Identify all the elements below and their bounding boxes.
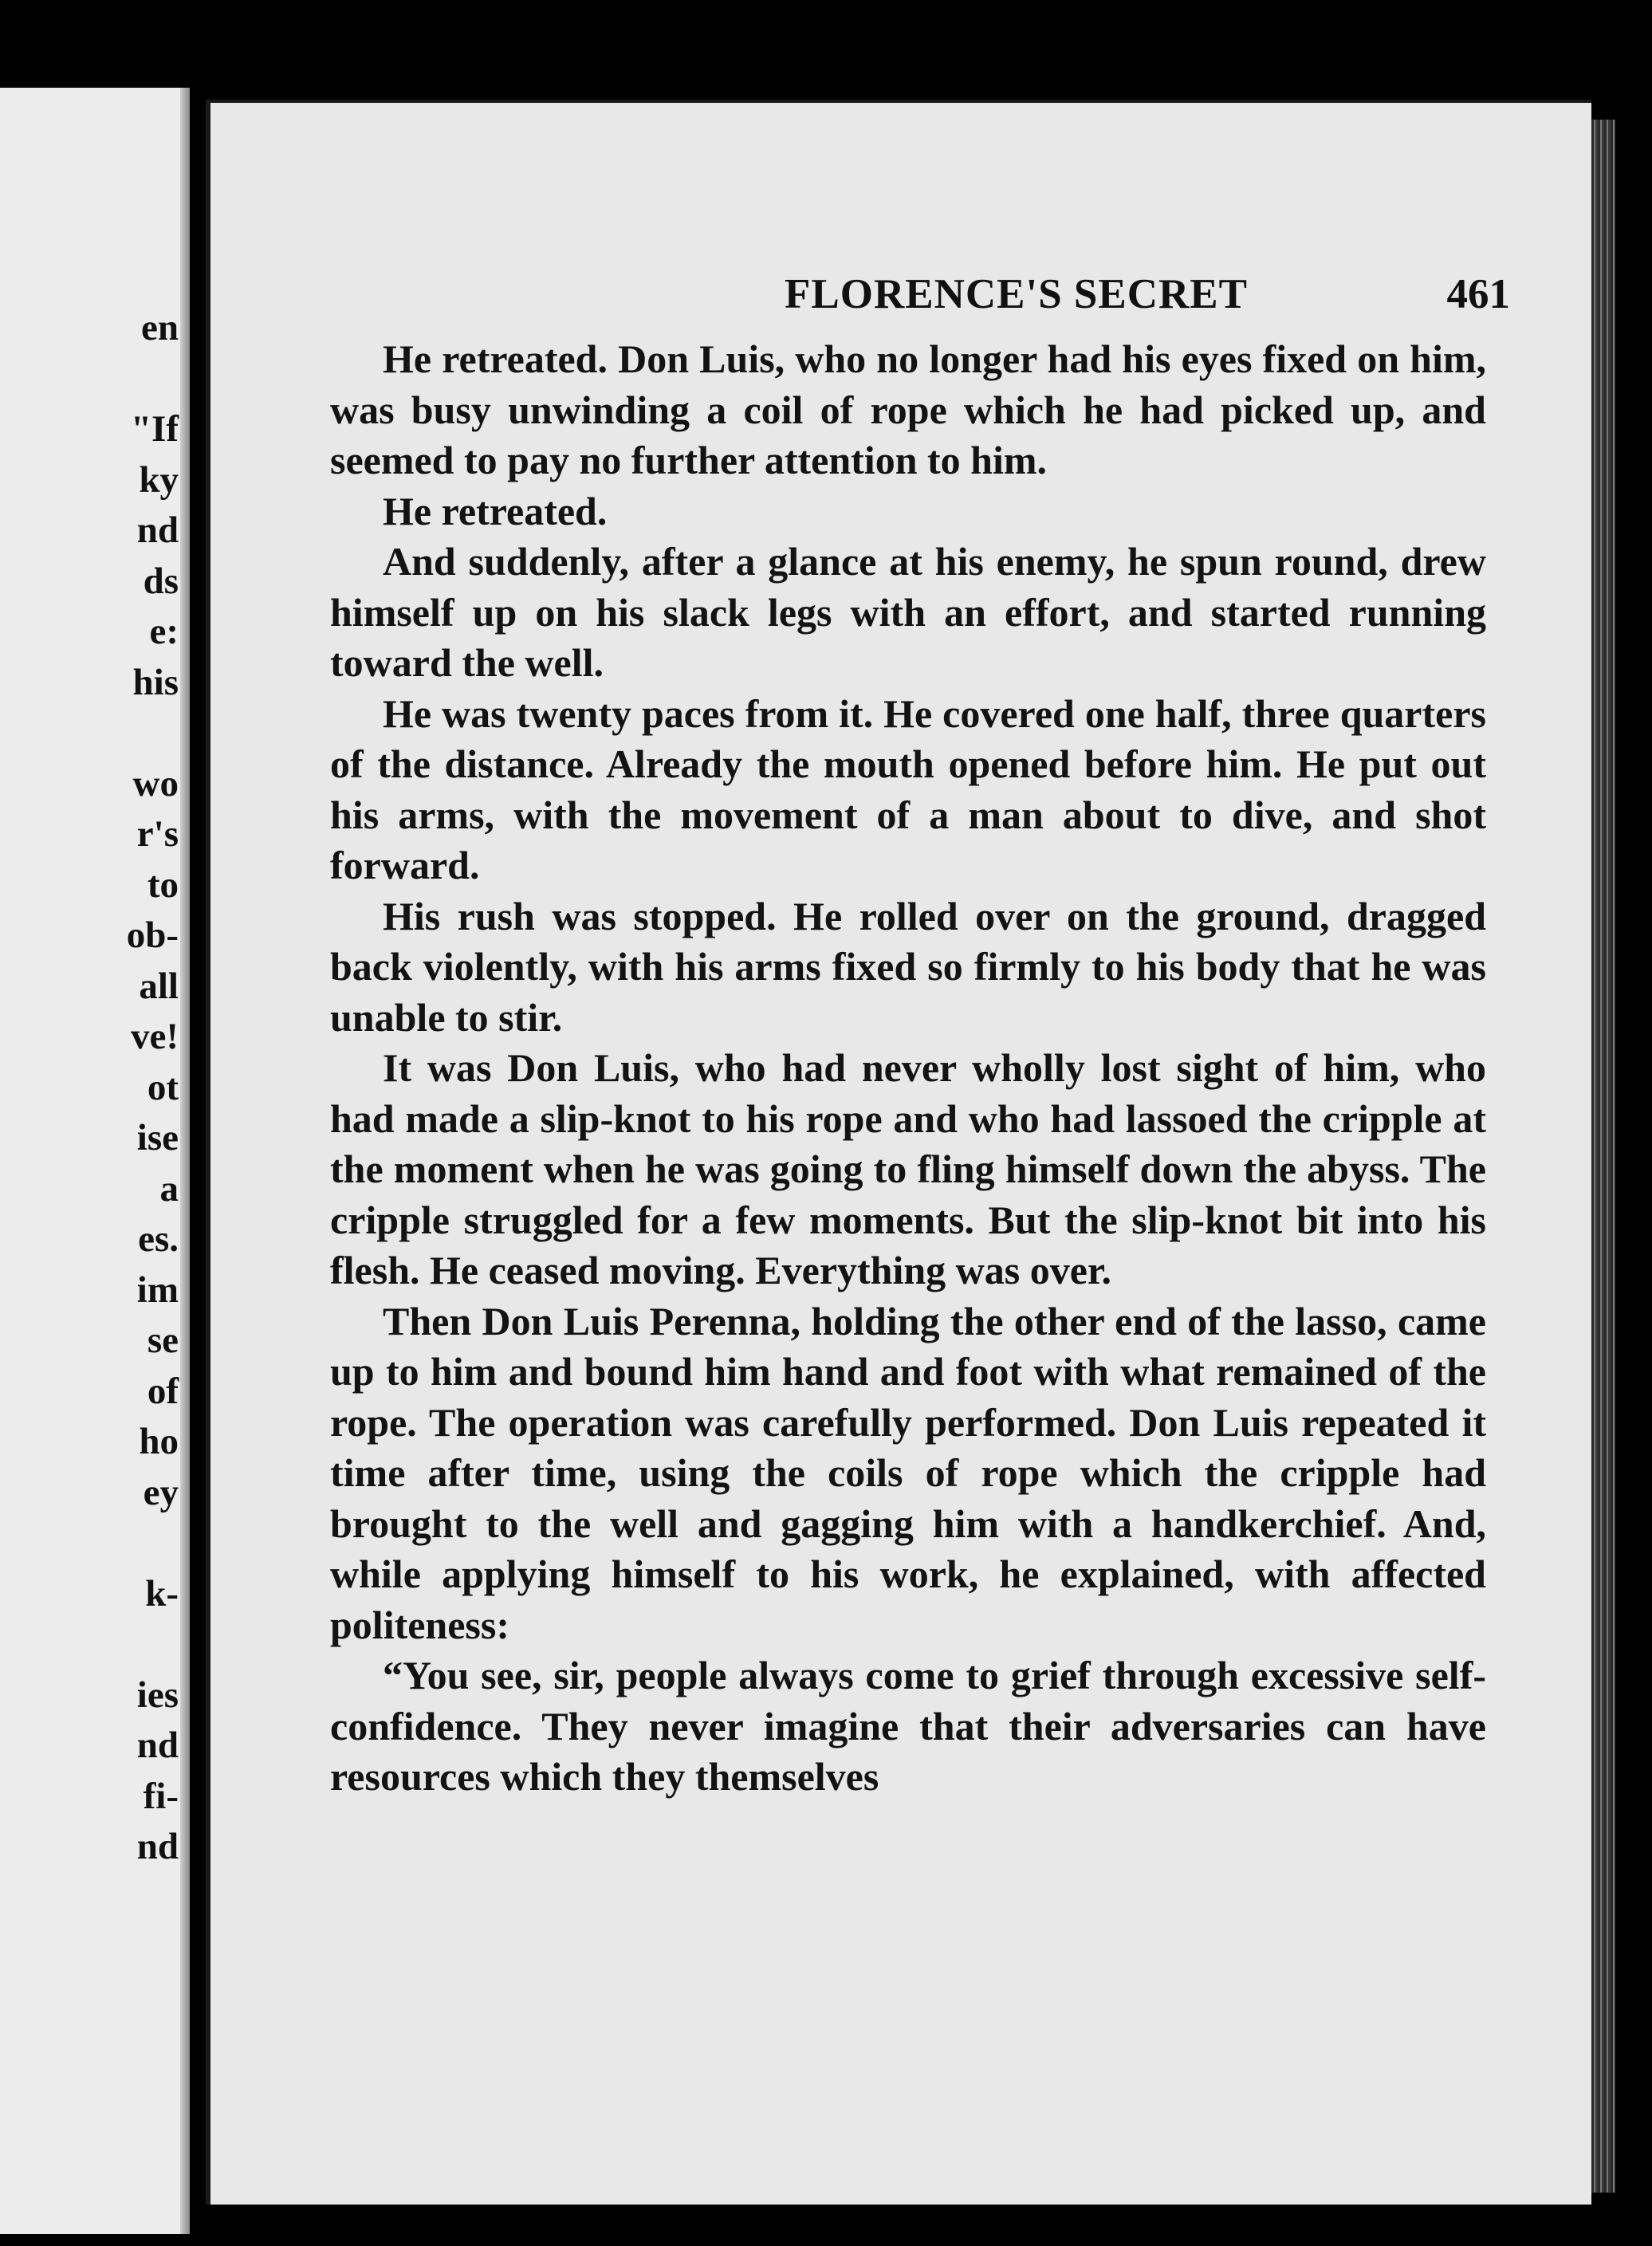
line-ending: es. xyxy=(138,1218,179,1260)
paragraph: It was Don Luis, who had never wholly lost sight of him, who had made a slip-knot to his rope and who had lassoed the cripple at the moment when he was going to fling himself down the abyss. The cripple struggled for a few moments. But the slip-knot bit into his flesh. He ceased moving. Everything was over. xyxy=(330,1045,1486,1292)
line-ending: ve! xyxy=(130,1016,179,1057)
line-ending: nd xyxy=(136,1725,179,1766)
line-ending: ise xyxy=(136,1117,179,1158)
paragraph: Then Don Luis Perenna, holding the other end of the lasso, came up to him and bound him hand and foot with what remained of the rope. The operation was carefully performed. Don Luis repeated it time after time, using the coils of rope which the cripple had brought to the well and gagging him with a handkerchief. And, while applying himself to his work, he explained, with affected politeness: xyxy=(330,1298,1486,1647)
line-ending: nd xyxy=(136,1826,179,1867)
paragraph: He was twenty paces from it. He covered one half, three quarters of the distance. Already the mouth opened before him. He put out his arms, with the movement of a man about to dive, and shot forward. xyxy=(330,690,1486,887)
line-ending: ob- xyxy=(126,915,179,956)
line-ending: wo xyxy=(132,762,179,804)
line-ending: im xyxy=(136,1269,179,1311)
line-ending: fi- xyxy=(143,1775,179,1817)
book-gutter xyxy=(180,88,190,2234)
paragraph: And suddenly, after a glance at his enemy, he spun round, drew himself up on his slack legs with an effort, and started running toward the well. xyxy=(330,539,1486,685)
line-ending xyxy=(83,708,179,759)
line-ending xyxy=(83,1619,179,1670)
line-ending: e: xyxy=(149,611,179,652)
paragraph: He retreated. Don Luis, who no longer had his eyes fixed on him, was busy unwinding a coil of rope which he had picked up, and seemed to pay no further attention to him. xyxy=(330,336,1486,482)
line-ending: ho xyxy=(139,1421,179,1462)
previous-page-line-endings xyxy=(83,303,179,1873)
paragraph: His rush was stopped. He rolled over on the ground, dragged back violently, with his arms fixed so firmly to his body that he was unable to stir. xyxy=(330,893,1486,1040)
line-ending: r's xyxy=(136,813,179,855)
line-ending: k- xyxy=(145,1572,179,1615)
line-ending: ky xyxy=(139,458,179,501)
line-ending: en xyxy=(141,307,179,348)
line-ending: "If xyxy=(130,408,179,450)
page-stack-edge xyxy=(1591,120,1615,2193)
page-number: 461 xyxy=(1446,271,1510,317)
line-ending: ds xyxy=(143,560,179,602)
line-ending xyxy=(83,1518,179,1569)
line-ending: his xyxy=(132,661,179,703)
line-ending: nd xyxy=(136,509,179,551)
page-body xyxy=(330,334,1486,1803)
paragraph: “You see, sir, people always come to grief through excessive self-confidence. They never imagine that their adversaries can have resources which they themselves xyxy=(330,1653,1486,1799)
line-ending: of xyxy=(147,1370,179,1412)
line-ending: se xyxy=(147,1320,179,1361)
line-ending: ot xyxy=(147,1066,179,1108)
line-ending: ey xyxy=(143,1471,179,1513)
line-ending xyxy=(83,354,179,405)
line-ending: to xyxy=(147,863,179,906)
book-page xyxy=(206,100,1591,2205)
paragraph: He retreated. xyxy=(383,488,608,533)
line-ending: all xyxy=(139,965,179,1007)
page-header xyxy=(330,270,1510,334)
line-ending: a xyxy=(159,1167,179,1210)
previous-page-edge xyxy=(0,88,190,2234)
line-ending: ies xyxy=(136,1674,179,1716)
running-title: FLORENCE'S SECRET xyxy=(785,271,1249,317)
